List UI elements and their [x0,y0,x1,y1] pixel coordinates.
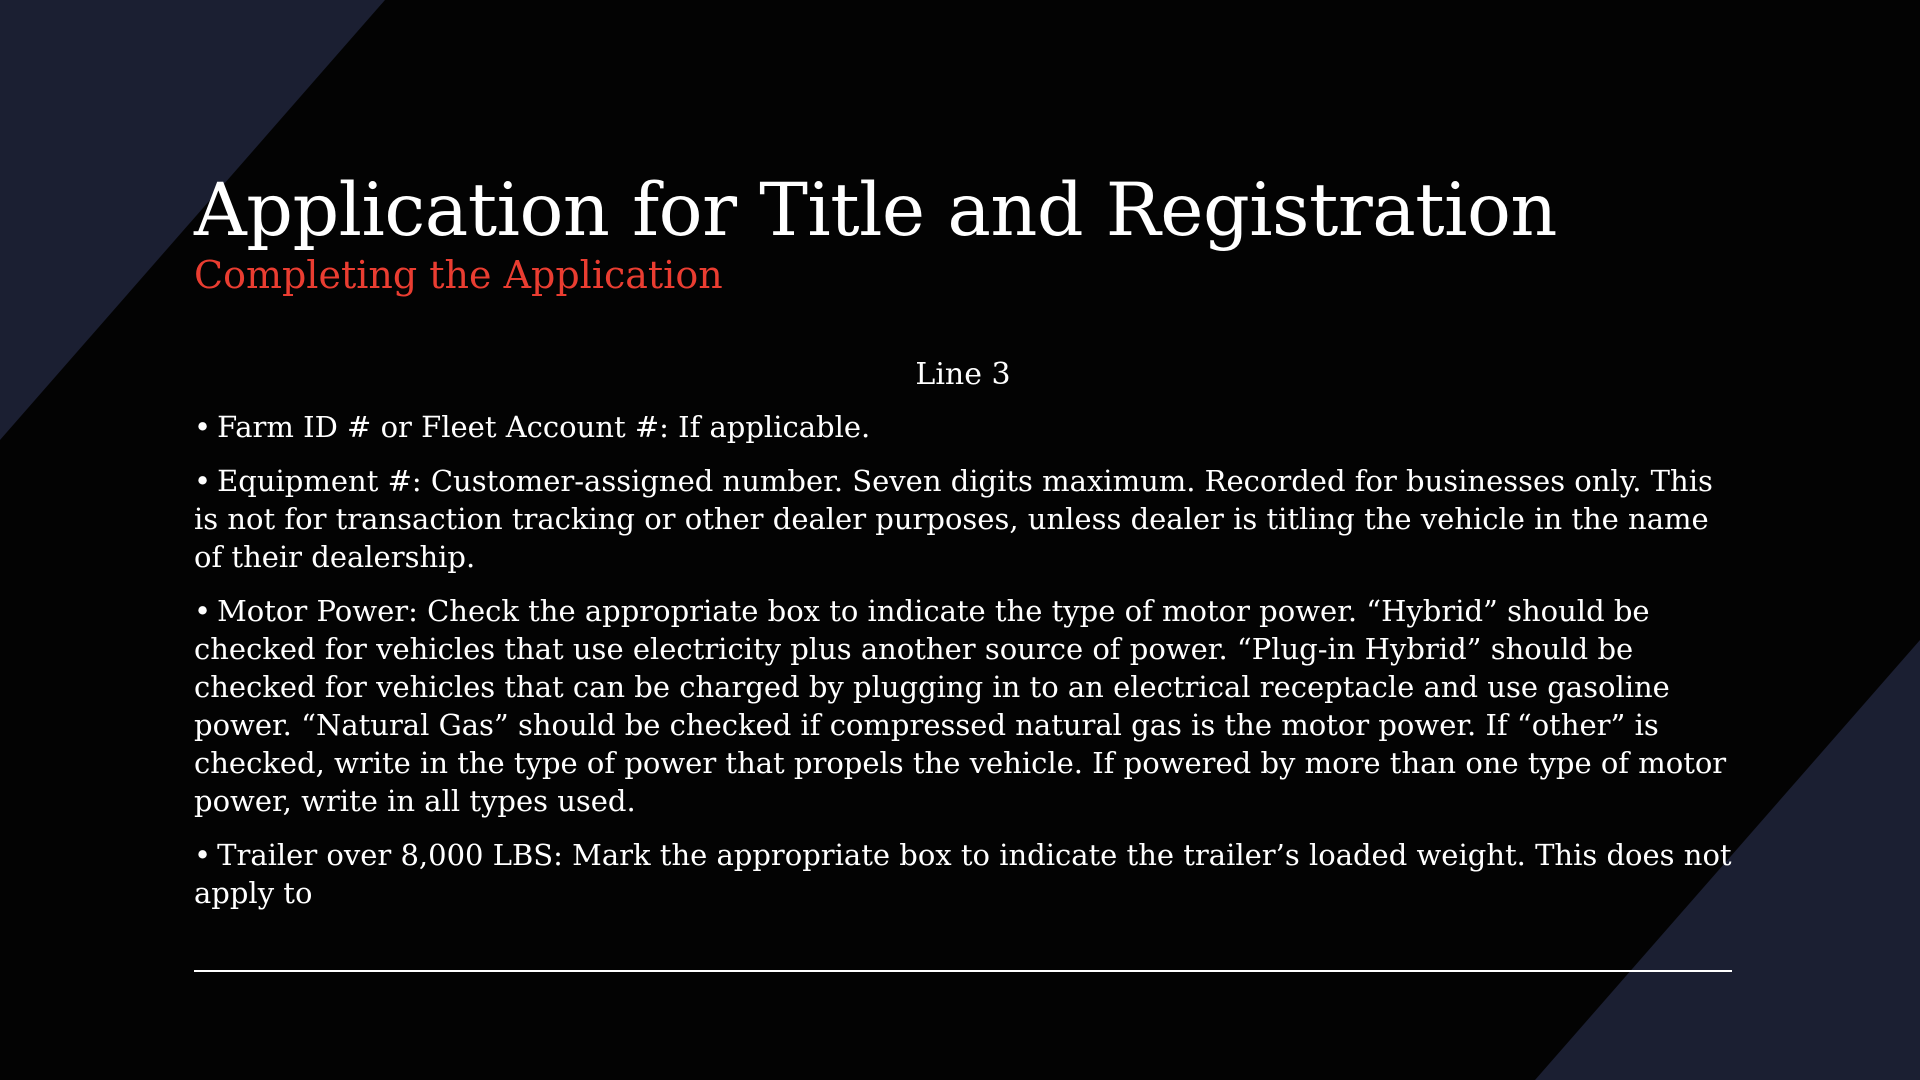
bullet-marker: • [194,838,212,873]
section-heading: Line 3 [915,357,1011,393]
footer-divider-line [194,970,1732,972]
bullet-item-trailer [194,837,1732,913]
slide-content [194,170,1732,929]
bullet-item-farm-id [194,409,1732,447]
bullet-item-motor-power [194,593,1732,821]
bullet-marker: • [194,594,212,629]
bullet-item-equipment [194,463,1732,577]
bullet-text: Equipment #: Customer-assigned number. Seven digits maximum. Recorded for businesses only. This is not for transaction tracking or other dealer purposes, unless dealer is titling the vehicle in the name of their dealership. [194,464,1713,575]
bullet-text: Trailer over 8,000 LBS: Mark the appropriate box to indicate the trailer’s loaded weight. This does not apply to [194,838,1732,911]
slide-subtitle: Completing the Application [194,252,723,297]
bullet-text: Farm ID # or Fleet Account #: If applicable. [217,410,871,445]
bullet-marker: • [194,410,212,445]
bullet-text: Motor Power: Check the appropriate box to indicate the type of motor power. “Hybrid” should be checked for vehicles that use electricity plus another source of power. “Plug-in Hybrid” should be checked for vehicles that can be charged by plugging in to an electrical receptacle and use gasoline power. “Natural Gas” should be checked if compressed natural gas is the motor power. If “other” is checked, write in the type of power that propels the vehicle. If powered by more than one type of motor power, write in all types used. [194,594,1727,819]
bullet-marker: • [194,464,212,499]
slide-title: Application for Title and Registration [194,168,1557,253]
bullet-list [194,409,1732,913]
